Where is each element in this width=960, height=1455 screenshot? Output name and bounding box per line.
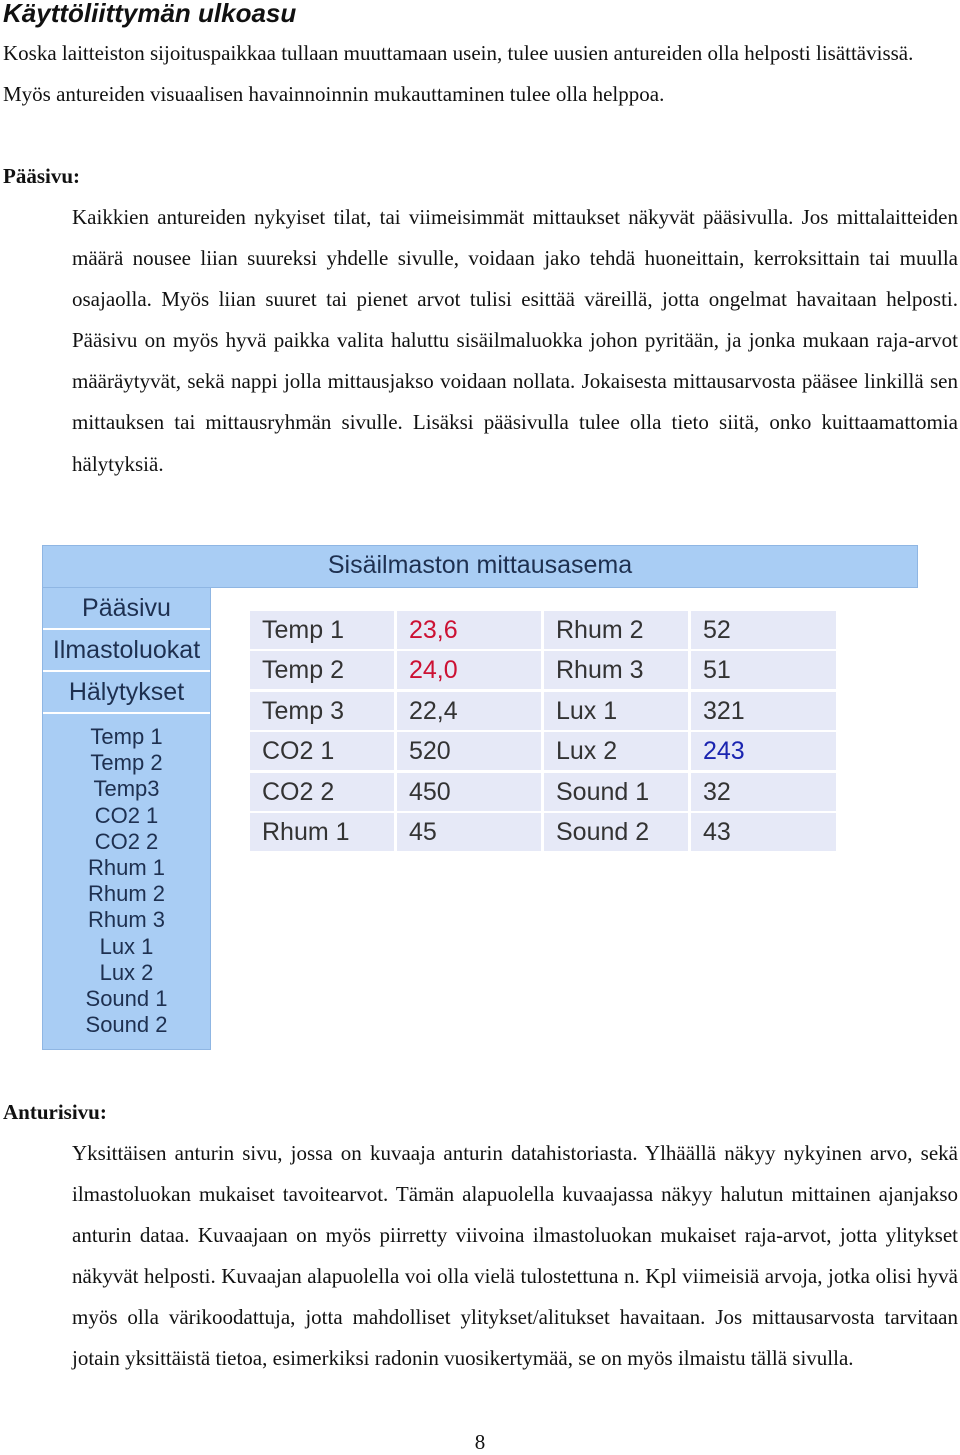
- intro-paragraph: Koska laitteiston sijoituspaikkaa tullaan muuttamaan usein, tulee uusien antureiden olla helposti lisättävissä. Myös antureiden visuaalisen havainnoinnin mukauttaminen tulee olla helppoa.: [3, 41, 914, 106]
- sensor-value-cell[interactable]: 51: [691, 651, 836, 689]
- sensor-value-cell[interactable]: 520: [397, 732, 541, 770]
- sensor-name-cell: Temp 2: [250, 651, 394, 689]
- sensor-link[interactable]: Lux 2: [99, 959, 154, 985]
- page-number: 8: [474, 1430, 486, 1454]
- sensor-value-cell[interactable]: 23,6: [397, 611, 541, 649]
- sensor-name-cell: Sound 2: [544, 813, 688, 851]
- paasivu-paragraph: Kaikkien antureiden nykyiset tilat, tai viimeisimmät mittaukset näkyvät pääsivulla. Jos mittalaitteiden määrä nousee liian suureksi yhdelle sivulle, voidaan jako tehdä huoneittain, kerroksittain tai muulla osajaolla. Myös liian suuret tai pienet arvot tulisi esittää väreillä, jotta ongelmat havaitaan helposti. Pääsivu on myös hyvä paikka valita haluttu sisäilmaluokka johon pyritään, ja jonka mukaan raja-arvot määräytyvät, sekä nappi jolla mittausjakso voidaan nollata. Jokaisesta mittausarvosta pääsee linkillä sen mittauksen tai mittausryhmän sivulle. Lisäksi pääsivulla tulee olla tieto siitä, onko kuittaamattomia hälytyksiä.: [72, 205, 958, 476]
- mockup-title-bar: [42, 545, 918, 588]
- mockup-sidebar-menu: [42, 587, 211, 1050]
- sensor-link[interactable]: Temp 1: [90, 724, 163, 749]
- sensor-link[interactable]: Sound 2: [85, 1012, 168, 1038]
- sensor-link[interactable]: Rhum 3: [87, 907, 166, 933]
- sensor-name-cell: Temp 1: [250, 611, 394, 649]
- sensor-name-cell: Rhum 1: [250, 813, 394, 851]
- sensor-value-cell[interactable]: 45: [397, 813, 541, 851]
- sensor-value-cell[interactable]: 24,0: [397, 651, 541, 689]
- sensor-name-cell: CO2 2: [250, 773, 394, 811]
- sensor-link[interactable]: Rhum 2: [87, 881, 166, 907]
- anturisivu-paragraph: Yksittäisen anturin sivu, jossa on kuvaaja anturin datahistoriasta. Ylhäällä näkyy nykyinen arvo, sekä ilmastoluokan mukaiset tavoitearvot. Tämän alapuolella kuvaajassa näkyy halutun mittainen ajanjakso anturin dataa. Kuvaajaan on myös piirretty viivoina ilmastoluokan mukaiset raja-arvot, jotta ylitykset näkyvät helposti. Kuvaajan alapuolella voi olla vielä tulostettuna n. Kpl viimeisiä arvoja, jotka olisi hyvä myös olla värikoodattuja, jotta mahdolliset ylitykset/alitukset havaitaan. Jos mittausarvosta tarvitaan jotain yksittäistä tietoa, esimerkiksi radonin vuosikertymää, se on myös ilmaistu tällä sivulla.: [72, 1141, 958, 1371]
- sensor-link[interactable]: CO2 2: [94, 828, 159, 854]
- sensor-value-cell[interactable]: 321: [691, 692, 836, 730]
- sensor-name-cell: Rhum 3: [544, 651, 688, 689]
- menu-item-2[interactable]: Ilmastoluokat: [43, 630, 210, 672]
- section-heading: Käyttöliittymän ulkoasu: [3, 0, 297, 28]
- sensor-value-cell[interactable]: 43: [691, 813, 836, 851]
- ui-mockup-screenshot: [42, 545, 918, 1050]
- sensor-link[interactable]: Sound 1: [85, 986, 168, 1011]
- sensor-name-cell: Lux 2: [544, 732, 688, 770]
- sensor-name-cell: Temp 3: [250, 692, 394, 730]
- paasivu-heading: Pääsivu:: [3, 164, 81, 188]
- sensor-link[interactable]: CO2 1: [94, 802, 159, 828]
- menu-item-3[interactable]: Hälytykset: [43, 672, 210, 714]
- sensor-link[interactable]: Temp3: [93, 776, 160, 802]
- menu-item-1[interactable]: Pääsivu: [43, 588, 210, 630]
- sensor-name-cell: CO2 1: [250, 732, 394, 770]
- anturisivu-heading: Anturisivu:: [3, 1100, 107, 1124]
- sensor-link[interactable]: Rhum 1: [87, 855, 166, 880]
- sensor-value-cell[interactable]: 450: [397, 773, 541, 811]
- sensor-value-cell[interactable]: 22,4: [397, 692, 541, 730]
- sensor-value-cell[interactable]: 32: [691, 773, 836, 811]
- sensor-value-cell[interactable]: 52: [691, 611, 836, 649]
- sensor-name-cell: Rhum 2: [544, 611, 688, 649]
- sensor-name-cell: Sound 1: [544, 773, 688, 811]
- sensor-link[interactable]: Lux 1: [99, 933, 154, 959]
- sensor-link[interactable]: Temp 2: [90, 750, 163, 776]
- sensor-name-cell: Lux 1: [544, 692, 688, 730]
- mockup-title: Sisäilmaston mittausasema: [327, 551, 633, 579]
- sensor-value-cell[interactable]: 243: [691, 732, 836, 770]
